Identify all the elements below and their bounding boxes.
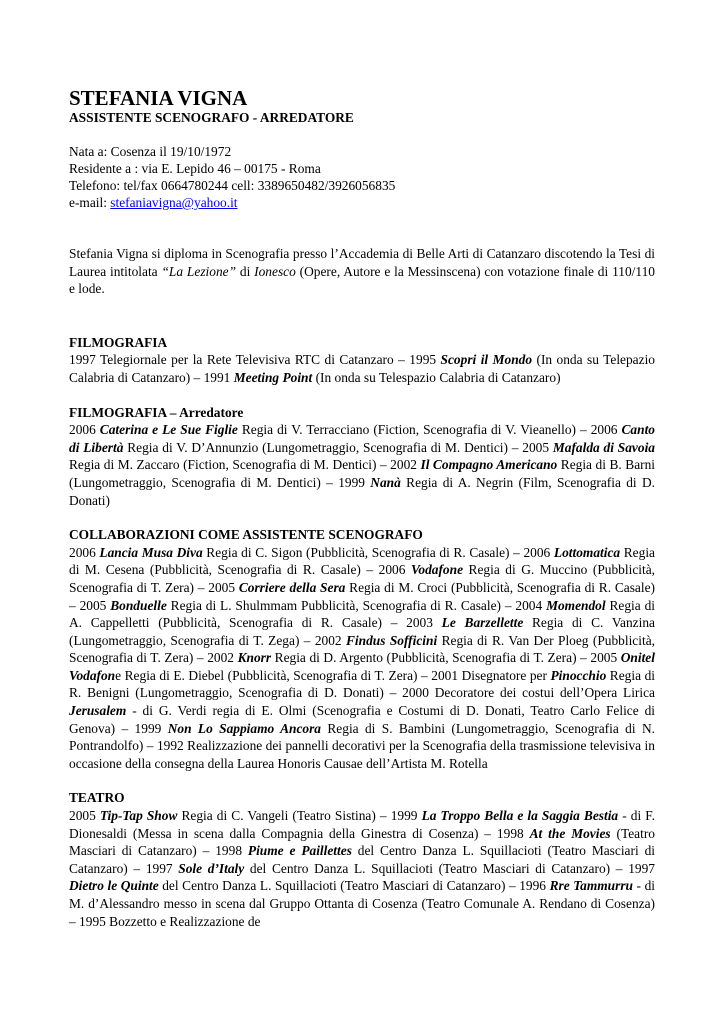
entry-year: 2006 [69, 544, 96, 560]
work-title: Jerusalem [69, 703, 127, 719]
work-title: La Troppo Bella e la Saggia Bestia [421, 808, 619, 824]
arredatore-section [69, 404, 655, 510]
intro-section [69, 245, 655, 298]
entry-text: (In onda su Telepazio Calabria di Catanzaro) – [69, 352, 655, 385]
entry-text: - di [126, 703, 159, 719]
work-title: Dietro le Quinte [69, 878, 159, 894]
entry-text: Regia di G. Muccino (Pubblicità, Scenografia di T. Zera) – [69, 562, 655, 595]
work-title: Vodafone [410, 562, 464, 578]
entry-text: Regia di C. Vangeli (Teatro Sistina) – [177, 808, 391, 824]
work-title: Rre Tammurru [549, 878, 633, 894]
entry-year: 1997 [69, 352, 96, 368]
entry-year: 2006 [378, 562, 406, 578]
entry-year: 2005 [208, 579, 236, 595]
cv-page [69, 86, 655, 930]
collaborazioni-heading: COLLABORAZIONI COME ASSISTENTE SCENOGRAFO [69, 527, 423, 543]
author-name: M. d’Alessandro [69, 896, 160, 911]
entry-text: (In onda su Telespazio Calabria di Catanzaro) [312, 369, 561, 385]
work-title: At the Movies [529, 825, 611, 841]
entry-text [433, 615, 442, 630]
entry-text: regia di E. Olmi (Scenografia e Costumi di D. Donati, Teatro Carlo Felice di Genova) – [69, 703, 655, 736]
email-info [69, 194, 655, 211]
entry-text: del Centro Danza L. Squillacioti (Teatro Masciari di Catanzaro) – [244, 860, 629, 876]
phone-info: Telefono: tel/fax 0664780244 cell: 3389650482/3926056835 [69, 178, 396, 193]
entry-text: Regia di B. Barni (Lungometraggio, Scenografia di M. Dentici) – [69, 457, 656, 490]
entry-text: Realizzazione dei pannelli decorativi per la Scenografia della trasmissione televisiva in occasione della consegna della Laurea Honoris Causae dell’Artista M. Rotella [69, 738, 655, 771]
work-title: Le Barzellette [441, 615, 524, 631]
work-title: Knorr [237, 650, 272, 666]
entry-text: Regia di L. Shulmmam Pubblicità, Scenografia di R. Casale) – [166, 597, 516, 613]
work-title: Sole d’Italy [178, 860, 245, 876]
entry-year: 2006 [69, 422, 96, 438]
entry-text: Regia di S. Bambini (Lungometraggio, Scenografia di N. Pontrandolfo) – [69, 720, 655, 754]
filmografia-section [69, 334, 655, 387]
entry-year: 2003 [406, 615, 433, 631]
entry-year: 2005 [69, 808, 96, 824]
filmografia-heading: FILMOGRAFIA [69, 334, 168, 350]
entry-year: 2001 [431, 667, 459, 683]
work-title: Caterina e Le Sue Figlie [99, 422, 238, 438]
entry-text: Regia di A. Cappelletti (Pubblicità, Scenografia di R. Casale) – [69, 597, 655, 631]
entry-text: Regia di M. Croci (Pubblicità, Scenografia di R. Casale) – [69, 579, 655, 613]
entry-year: 2006 [590, 422, 618, 438]
birth-info: Nata a: Cosenza il 19/10/1972 [69, 144, 232, 159]
work-title: Piume e Paillettes [247, 843, 352, 859]
work-title: Canto di Libertà [69, 422, 655, 455]
entry-year: 1999 [338, 474, 365, 490]
entry-text: e Regia di E. Diebel (Pubblicità, Scenografia di T. Zera) – [115, 667, 432, 683]
entry-year: 1998 [215, 843, 243, 859]
work-title: Scopri il Mondo [440, 352, 533, 368]
entry-text: (Messa in scena dalla Compagnia della Ginestra di Cosenza) – [127, 825, 497, 841]
entry-year: 1998 [496, 825, 524, 841]
teatro-heading: TEATRO [69, 790, 125, 806]
arredatore-heading: FILMOGRAFIA – Arredatore [69, 404, 244, 420]
entry-year: 2002 [390, 457, 417, 473]
contact-info [69, 143, 655, 211]
work-title: Lottomatica [553, 544, 621, 560]
work-title: Mafalda di Savoia [552, 439, 655, 455]
cv-role: ASSISTENTE SCENOGRAFO - ARREDATORE [69, 110, 354, 125]
entry-text: Regia di M. Zaccaro (Fiction, Scenografia di M. Dentici) – [69, 457, 391, 473]
entry-year: 1996 [519, 878, 546, 894]
entry-year: 1997 [145, 860, 173, 876]
cv-name: STEFANIA VIGNA [69, 86, 248, 110]
author-name: G. Verdi [158, 703, 207, 719]
intro-paragraph [69, 245, 655, 298]
entry-year: 1999 [134, 720, 162, 736]
work-title: Corriere della Sera [238, 579, 346, 595]
entry-year: 2002 [207, 650, 234, 666]
entry-text: Regia di D. Argento (Pubblicità, Scenografia di T. Zera) – [271, 650, 591, 666]
intro-text-2: di [236, 263, 255, 279]
entry-year: 2005 [79, 597, 107, 613]
residence-info: Residente a : via E. Lepido 46 – 00175 - Roma [69, 161, 321, 176]
entry-year: 2002 [314, 632, 342, 648]
work-title: Nanà [370, 474, 401, 490]
entry-year: 1999 [390, 808, 418, 824]
entry-text: Regia di C. Sigon (Pubblicità, Scenografia di R. Casale) [202, 544, 514, 560]
entry-text: Bozzetto e Realizzazione de [105, 913, 261, 929]
collaborazioni-section [69, 526, 655, 772]
work-title: Pinocchio [550, 667, 607, 683]
thesis-title: “La Lezione” [161, 263, 237, 279]
entry-text: Regia di C. Vanzina (Lungometraggio, Scenografia di T. Zega) – [69, 615, 655, 648]
teatro-section [69, 789, 655, 930]
filmografia-body [69, 351, 655, 386]
arredatore-body [69, 421, 655, 509]
entry-year: 1992 [156, 738, 184, 754]
entry-year: 2005 [522, 439, 550, 455]
entry-text: Regia di R. Van Der Ploeg (Pubblicità, Scenografia di T. Zera) – [69, 632, 655, 666]
email-link[interactable]: stefaniavigna@yahoo.it [110, 195, 238, 210]
entry-text: - di [633, 878, 655, 894]
entry-year: 1997 [628, 860, 655, 876]
work-title: Tip-Tap Show [99, 808, 178, 824]
entry-text: Regia di V. D’Annunzio (Lungometraggio, Scenografia di M. Dentici) – [123, 439, 523, 455]
author-name: F. Dionesaldi [69, 808, 655, 841]
entry-text: Regia di R. Benigni (Lungometraggio, Scenografia di D. Donati) – [69, 667, 655, 701]
work-title: Il Compagno Americano [420, 457, 558, 473]
collaborazioni-body [69, 544, 655, 773]
work-title: Momendol [546, 597, 606, 613]
work-title: Meeting Point [233, 369, 313, 385]
entry-text: Telegiornale per la Rete Televisiva RTC di Catanzaro – [95, 352, 410, 368]
email-label: e-mail: [69, 195, 111, 210]
entry-text: Decoratore dei costui dell’Opera Lirica [428, 685, 655, 701]
entry-text: Regia di V. Terracciano (Fiction, Scenografia di V. Vieanello) – [237, 422, 591, 438]
work-title: Bonduelle [110, 597, 167, 613]
entry-year: 2000 [402, 685, 429, 701]
entry-text: del Centro Danza L. Squillacioti (Teatro Masciari di Catanzaro) – [69, 843, 655, 876]
entry-text: Disegnatore per [458, 667, 551, 683]
entry-year: 2004 [515, 597, 543, 613]
intro-text-3: (Opere, Autore e la Messinscena) con votazione finale di 110/110 e lode. [69, 263, 655, 297]
entry-text: del Centro Danza L. Squillacioti (Teatro Masciari di Catanzaro) – [158, 878, 520, 894]
entry-year: 1991 [203, 369, 231, 385]
work-title: Lancia Musa Diva [99, 544, 203, 560]
teatro-body [69, 807, 655, 930]
entry-text: Regia di A. Negrin (Film, Scenografia di D. Donati) [69, 474, 655, 508]
entry-year: 2005 [590, 650, 618, 666]
work-title: Findus Sofficini [346, 632, 438, 648]
entry-year: 1995 [79, 913, 106, 929]
entry-text: Regia di M. Cesena (Pubblicità, Scenografia di R. Casale) – [69, 544, 655, 578]
entry-year: – 2006 [513, 544, 551, 560]
work-title: Non Lo Sappiamo Ancora [167, 720, 321, 736]
entry-text: (Teatro Masciari di Catanzaro) – [69, 825, 655, 859]
entry-text: messo in scena dal Gruppo Ottanta di Cosenza (Teatro Comunale A. Rendano di Cosenza) – [69, 896, 655, 929]
work-title: Onitel Vodafon [69, 650, 655, 683]
thesis-author: Ionesco [254, 263, 296, 279]
intro-text-1: Stefania Vigna si diploma in Scenografia presso l’Accademia di Belle Arti di Catanzaro discotendo la Tesi di Laurea intitolata [69, 246, 655, 279]
entry-text: - di [618, 808, 646, 824]
entry-year: 1995 [409, 352, 437, 368]
